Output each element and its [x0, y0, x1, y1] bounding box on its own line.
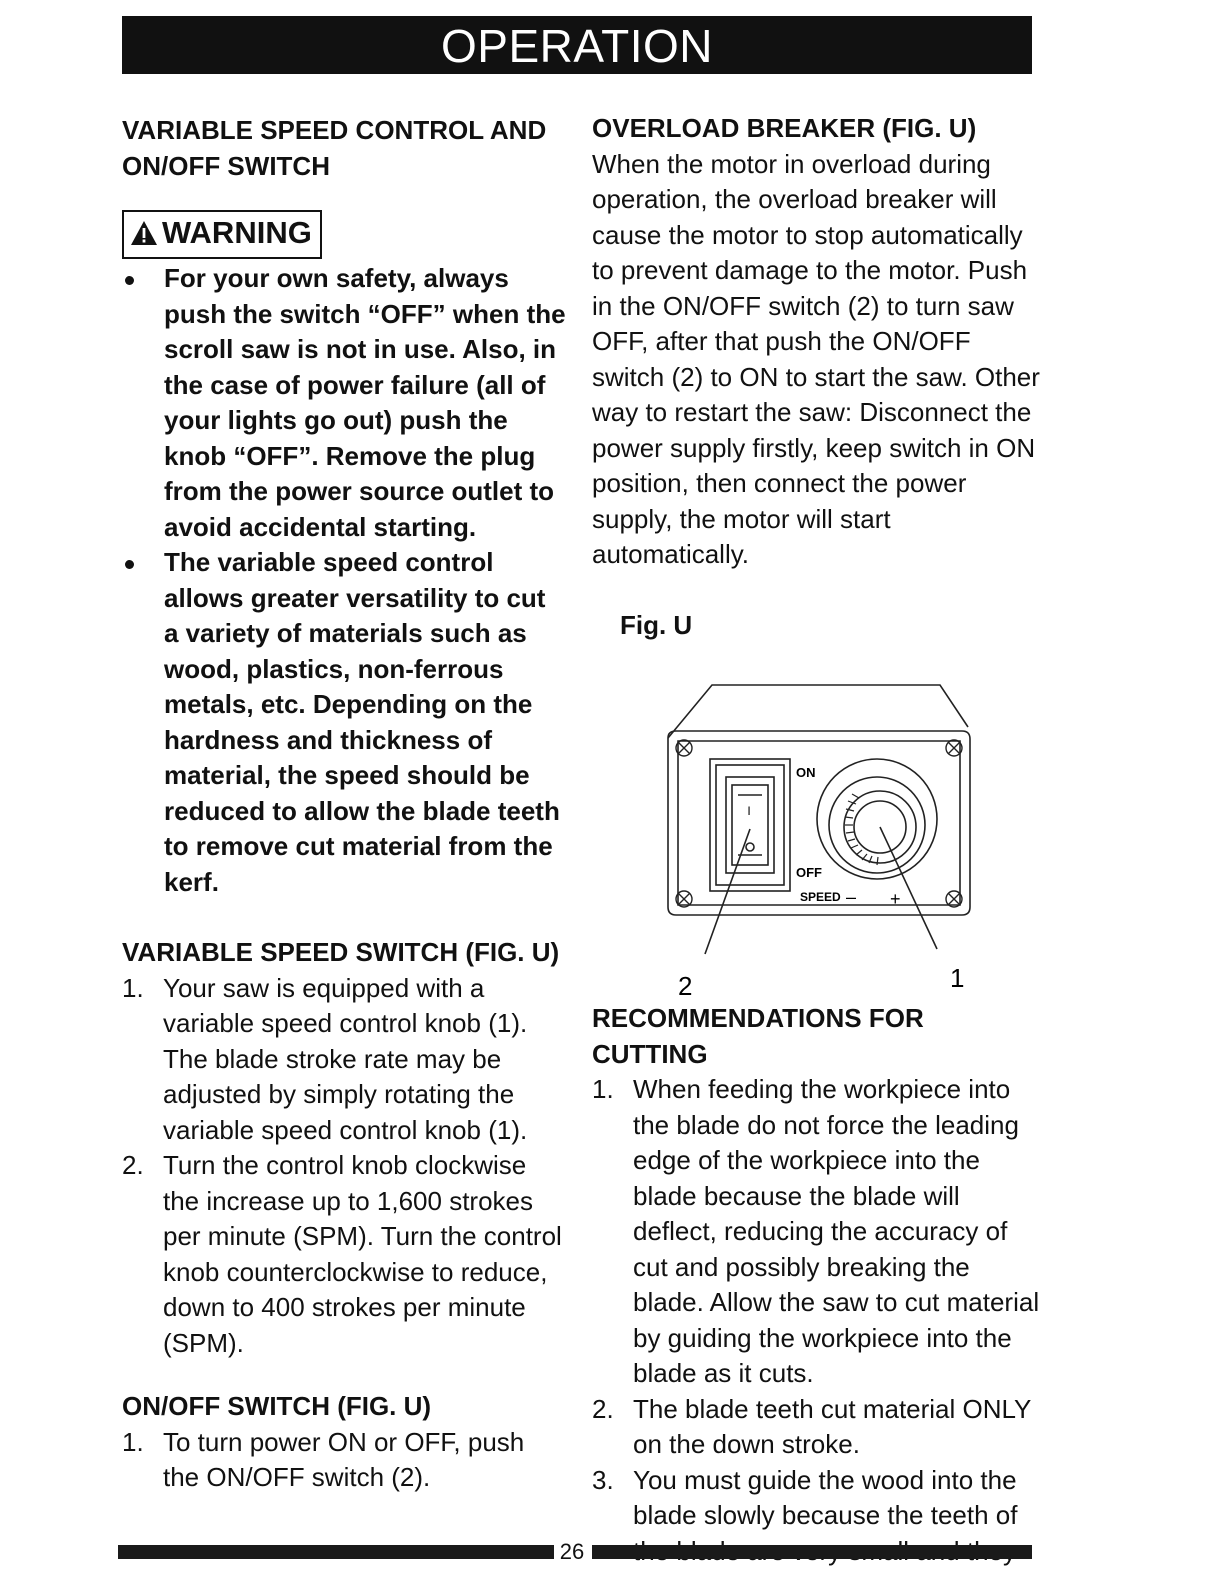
figure-u	[592, 649, 1032, 999]
step-number: 3.	[592, 1464, 614, 1495]
step-item	[122, 1148, 567, 1361]
figure-label: Fig. U	[620, 609, 693, 640]
label-on: ON	[796, 765, 816, 780]
step-number: 1.	[592, 1074, 614, 1104]
page-number: 26	[559, 1539, 585, 1564]
on-off-rocker-switch	[710, 759, 790, 891]
step-number: 2.	[592, 1393, 614, 1424]
warning-label-box	[122, 210, 322, 259]
right-column	[592, 111, 1042, 1569]
label-speed: SPEED	[800, 890, 841, 904]
footer-bar-right	[592, 1545, 1032, 1559]
left-column	[122, 113, 567, 1496]
section-title-on-off-switch: ON/OFF SWITCH (FIG. U)	[122, 1391, 432, 1421]
step-number: 2.	[122, 1150, 144, 1180]
switch-box-outline	[668, 685, 970, 915]
callout-knob-number: 1	[950, 963, 965, 993]
step-item	[592, 1072, 1042, 1392]
section-title-overload-breaker: OVERLOAD BREAKER (FIG. U)	[592, 113, 977, 143]
bullet-item: The variable speed control allows greater versatility to cut a variety of materials such as wood, plastics, non-ferrous metals, etc. Depending on the hardness and thickness of material, the speed should be reduced to allow the blade teeth to remove cut material from the kerf.	[122, 545, 567, 900]
label-plus: +	[890, 889, 901, 909]
title-line-1: VARIABLE SPEED CONTROL AND	[122, 115, 547, 145]
warning-triangle-icon	[130, 215, 158, 257]
step-item	[122, 971, 567, 1149]
recommendations-steps	[592, 1072, 1042, 1569]
section-title-recommendations: RECOMMENDATIONS FOR CUTTING	[592, 1003, 924, 1069]
step-text: To turn power ON or OFF, push the ON/OFF switch (2).	[163, 1426, 525, 1492]
bullet-item: For your own safety, always push the switch “OFF” when the scroll saw is not in use. Also, in the case of power failure (all of your lights go out) push the knob “OFF”. Remove the plug from the power source outlet to avoid accidental starting.	[122, 261, 567, 545]
step-text: Your saw is equipped with a variable speed control knob (1). The blade stroke rate may be adjusted by simply rotating the variable speed control knob (1).	[163, 972, 528, 1145]
step-number: 1.	[122, 972, 144, 1003]
variable-speed-steps	[122, 971, 567, 1362]
section-title-variable-speed-switch: VARIABLE SPEED SWITCH (FIG. U)	[122, 937, 560, 967]
switch-on-mark: I	[747, 804, 751, 818]
on-off-steps	[122, 1425, 567, 1496]
page-header: OPERATION	[122, 16, 1032, 74]
section-title-variable-speed-control	[122, 113, 567, 184]
label-off: OFF	[796, 865, 822, 880]
step-item	[592, 1392, 1042, 1463]
warning-text: WARNING	[162, 215, 312, 250]
step-number: 1.	[122, 1426, 144, 1457]
footer-bar-left	[118, 1545, 554, 1559]
knob-grip-ridges	[845, 794, 878, 865]
step-text: The blade teeth cut material ONLY on the down stroke.	[633, 1393, 1031, 1459]
label-minus: –	[846, 887, 857, 907]
step-text: Turn the control knob clockwise the increase up to 1,600 strokes per minute (SPM). Turn the control knob counterclockwise to reduce, down to 400 strokes per minute (SPM).	[163, 1150, 562, 1358]
step-text: You must guide the wood into the blade slowly because the teeth of	[633, 1464, 1018, 1530]
step-item	[122, 1425, 567, 1496]
title-line-2: ON/OFF SWITCH	[122, 150, 330, 181]
switch-panel-illustration	[592, 649, 1032, 999]
callout-switch-number: 2	[678, 971, 693, 999]
overload-paragraph: When the motor in overload during operation, the overload breaker will cause the motor to stop automatically to prevent damage to the motor. Push in the ON/OFF switch (2) to turn saw OFF, after that push the ON/OFF switch (2) to ON to start the saw. Other way to restart the saw: Disconnect the power supply firstly, keep switch in ON position, then connect the power supply, the motor will start automatically.	[592, 148, 1040, 569]
step-text: When feeding the workpiece into the blade do not force the leading edge of the workpiece into the blade because the blade will deflect, reducing the accuracy of cut and possibly breaking the blade. Allow the saw to cut material by guiding the workpiece into the blade as it cuts.	[633, 1074, 1040, 1388]
warning-bullet-list	[122, 261, 567, 900]
